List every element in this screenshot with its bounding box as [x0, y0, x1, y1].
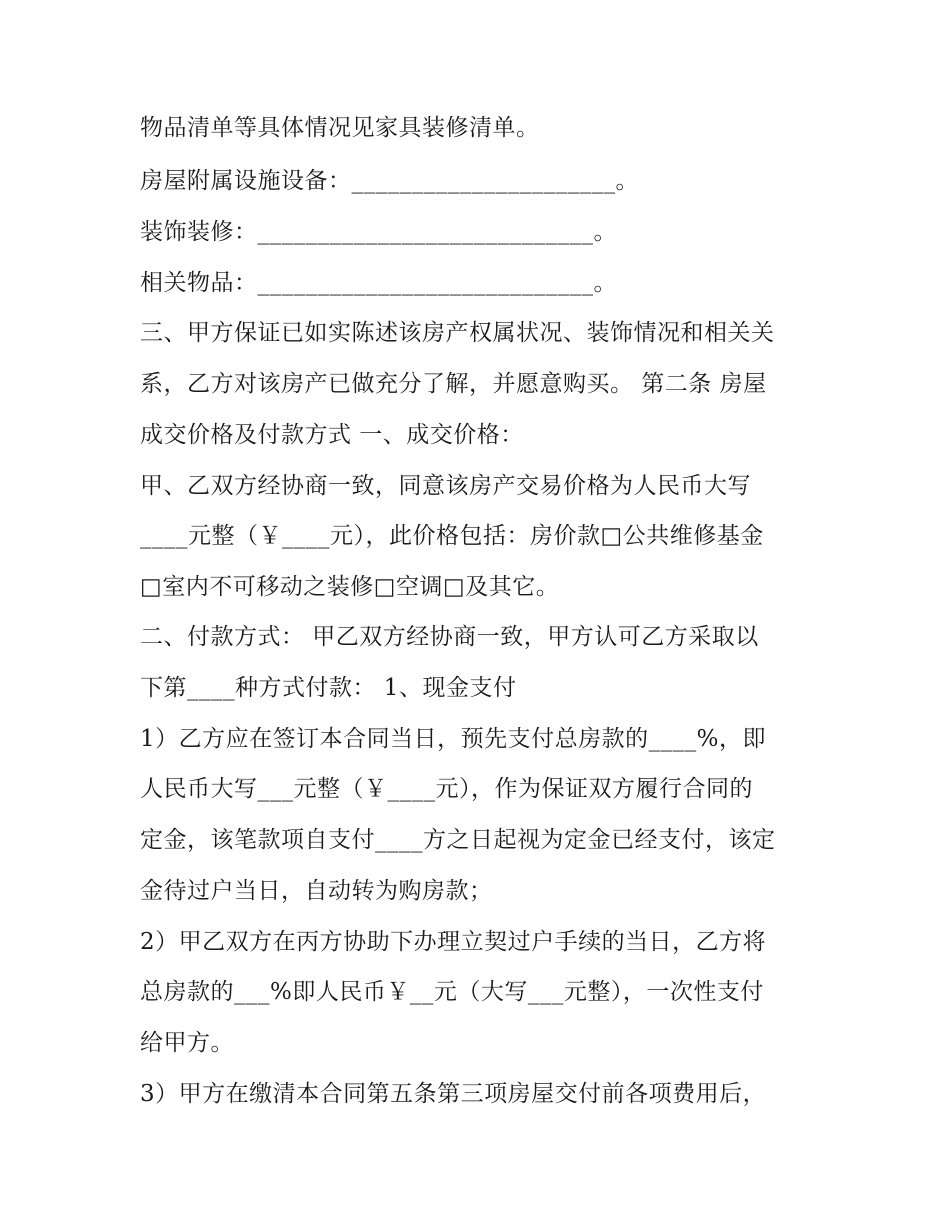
text-line: ____元整（￥____元），此价格包括：房价款□公共维修基金	[140, 523, 764, 549]
text-line: 成交价格及付款方式 一、成交价格：	[140, 422, 524, 448]
text-line: 人民币大写___元整（￥____元），作为保证双方履行合同的	[140, 776, 753, 802]
text-line: □室内不可移动之装修□空调□及其它。	[140, 574, 560, 600]
text-line: 房屋附属设施设备：______________________。	[140, 168, 639, 194]
text-line: 二、付款方式： 甲乙双方经协商一致，甲方认可乙方采取以	[140, 624, 759, 650]
text-line: 3）甲方在缴清本合同第五条第三项房屋交付前各项费用后，	[140, 1081, 767, 1107]
text-line: 总房款的___%即人民币￥__元（大写___元整），一次性支付	[140, 979, 764, 1005]
text-line: 三、甲方保证已如实陈述该房产权属状况、装饰情况和相关关	[140, 320, 775, 346]
text-line: 金待过户当日，自动转为购房款；	[140, 878, 493, 904]
text-line: 1）乙方应在签订本合同当日，预先支付总房款的____%，即	[140, 726, 766, 752]
text-line: 定金，该笔款项自支付____方之日起视为定金已经支付，该定	[140, 827, 776, 853]
text-line: 2）甲乙双方在丙方协助下办理立契过户手续的当日，乙方将	[140, 929, 767, 955]
text-line: 相关物品：____________________________。	[140, 270, 617, 296]
text-line: 甲、乙双方经协商一致，同意该房产交易价格为人民币大写	[140, 473, 751, 499]
text-line: 系，乙方对该房产已做充分了解，并愿意购买。 第二条 房屋	[140, 371, 767, 397]
text-line: 物品清单等具体情况见家具装修清单。	[140, 115, 540, 141]
text-line: 给甲方。	[140, 1030, 234, 1056]
text-line: 下第____种方式付款： 1、现金支付	[140, 675, 517, 701]
text-line: 装饰装修：____________________________。	[140, 219, 617, 245]
